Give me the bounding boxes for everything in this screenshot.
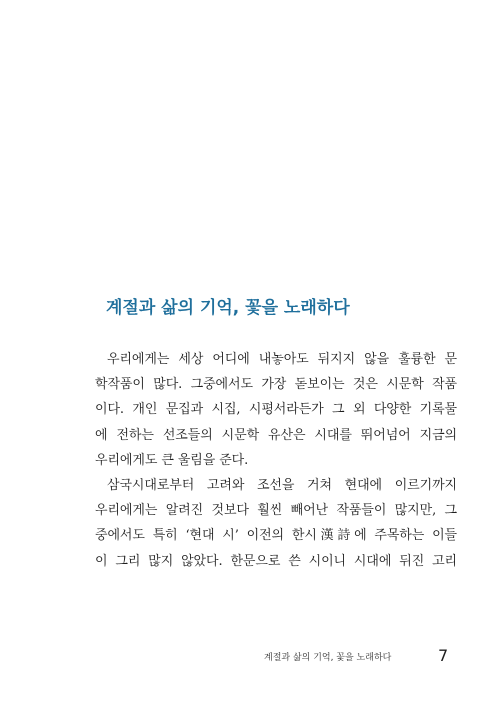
body-text: [95, 347, 457, 574]
paragraph-1-line-1: 우리에게는 세상 어디에 내놓아도 뒤지지 않을 훌륭한 문: [107, 352, 457, 367]
paragraph-2-line-1: 삼국시대로부터 고려와 조선을 거쳐 현대에 이르기까지: [107, 477, 457, 493]
paragraph-2-line-3: 중에서도 특히 ‘현대 시’ 이전의 한시漢詩에 주목하는 이들: [95, 528, 457, 544]
paragraph-1-line-2: 학작품이 많다. 그중에서도 가장 돋보이는 것은 시문학 작품: [95, 377, 457, 393]
section-heading: 계절과 삶의 기억, 꽃을 노래하다: [106, 298, 350, 318]
paragraph-1-line-3: 이다. 개인 문집과 시집, 시평서라든가 그 외 다양한 기록물: [95, 402, 457, 418]
paragraph-1-line-5: 우리에게도 큰 울림을 준다.: [95, 452, 249, 468]
running-footer-title: 계절과 삶의 기억, 꽃을 노래하다: [264, 653, 392, 663]
page-number: 7: [438, 646, 449, 665]
paragraph-2-line-4: 이 그리 많지 않았다. 한문으로 쓴 시이니 시대에 뒤진 고리: [95, 553, 457, 569]
paragraph-1-line-4: 에 전하는 선조들의 시문학 유산은 시대를 뛰어넘어 지금의: [95, 427, 457, 443]
paragraph-2-line-2: 우리에게는 알려진 것보다 훨씬 빼어난 작품들이 많지만, 그: [95, 503, 457, 519]
